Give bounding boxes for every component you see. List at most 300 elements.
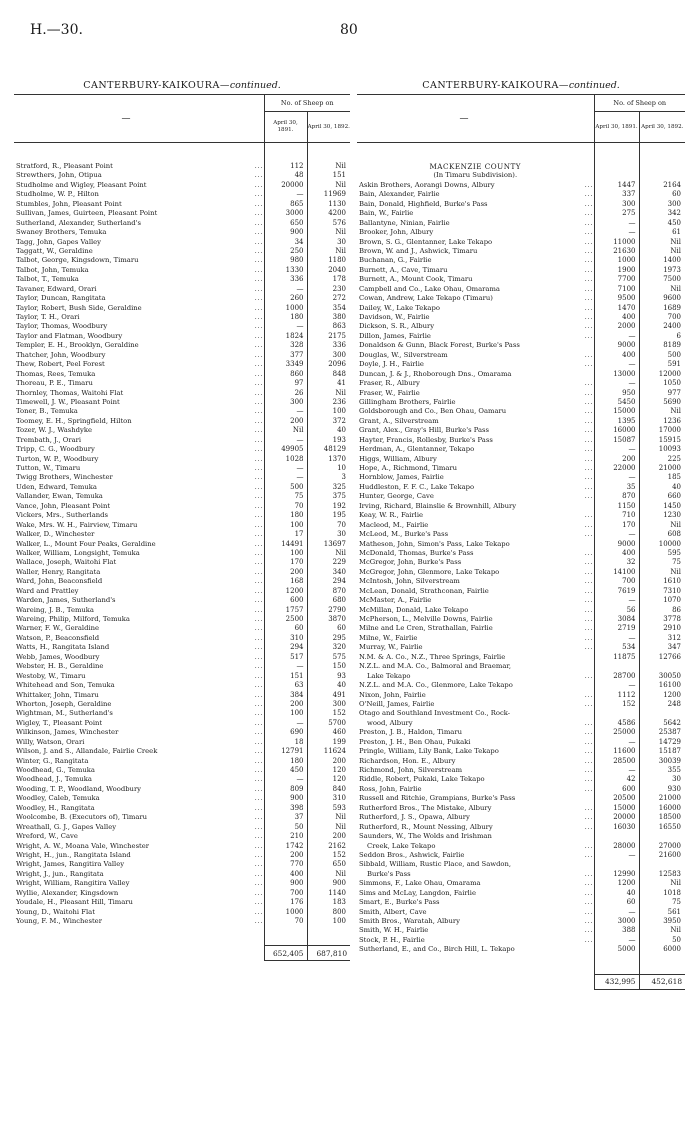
owner-name: Thoreau, P. E., Timaru (16, 379, 93, 388)
sheep-1892: 6 (639, 332, 685, 341)
leader-dots: ... (584, 927, 594, 935)
sheep-1891: 12990 (594, 870, 639, 879)
table-row (14, 615, 350, 624)
sheep-1891: 450 (264, 766, 307, 775)
sheep-1892: 593 (307, 804, 350, 813)
leader-dots: ... (254, 380, 264, 388)
owner-name: Wright, William, Rangitira Valley (16, 879, 130, 888)
sheep-1891: 60 (264, 624, 307, 633)
leader-dots: ... (584, 295, 594, 303)
page-reference: H.—30. (30, 22, 83, 38)
sheep-1891: 3349 (264, 360, 307, 369)
leader-dots: ... (254, 663, 264, 671)
table-row (14, 341, 350, 350)
sheep-1892: Nil (639, 879, 685, 888)
right-column-title: CANTERBURY-KAIKOURA—continued. (422, 80, 620, 91)
sheep-1891: 25000 (594, 728, 639, 737)
table-row (14, 785, 350, 794)
sheep-1891: 250 (264, 247, 307, 256)
left-title-continued: continued. (229, 80, 281, 91)
sheep-1892: Nil (639, 285, 685, 294)
left-total-1892: 687,810 (307, 946, 350, 961)
owner-name: Davidson, W., Fairlie (359, 313, 430, 321)
leader-dots: ... (584, 851, 594, 859)
sheep-1892: 460 (307, 728, 350, 737)
sheep-1891: — (594, 360, 639, 369)
leader-dots: ... (584, 408, 594, 416)
sheep-1891: 980 (264, 256, 307, 265)
left-total-1891: 652,405 (264, 946, 307, 961)
leader-dots: ... (254, 285, 264, 293)
table-row (357, 464, 685, 473)
table-row (14, 624, 350, 633)
sheep-1891: 20000 (264, 181, 307, 190)
table-row (14, 870, 350, 879)
leader-dots: ... (584, 436, 594, 444)
table-row (14, 606, 350, 615)
table-row (357, 719, 685, 728)
table-row (357, 823, 685, 832)
sheep-1892: 16100 (639, 681, 685, 690)
owner-name: Woodhead, G., Temuka (16, 766, 95, 774)
sheep-1891: 28500 (594, 757, 639, 766)
owner-name: Hayter, Francis, Rollesby, Burke's Pass (359, 435, 493, 444)
sheep-1891: — (594, 445, 639, 454)
sheep-1892: 10000 (639, 540, 685, 549)
sheep-1891: 398 (264, 804, 307, 813)
leader-dots: ... (254, 559, 264, 567)
sheep-1891: 3084 (594, 615, 639, 624)
leader-dots: ... (254, 889, 264, 897)
owner-name: Goldsborough and Co., Ben Ohau, Oamaru (359, 407, 507, 416)
table-row (14, 219, 350, 228)
sheep-1892: 1400 (639, 256, 685, 265)
sheep-1892: Nil (307, 162, 350, 171)
owner-name: Taylor, T. H., Orari (16, 313, 80, 321)
table-row (357, 577, 685, 586)
leader-dots: ... (254, 474, 264, 482)
sheep-1891: 337 (594, 190, 639, 199)
leader-dots: ... (254, 757, 264, 765)
owner-name: Trembath, J., Orari (16, 435, 82, 444)
sheep-1892: 800 (307, 908, 350, 917)
leader-dots: ... (584, 257, 594, 265)
table-row (14, 389, 350, 398)
owner-name: Tagg, John, Gapes Valley (16, 237, 102, 246)
sheep-1892: 60 (307, 624, 350, 633)
sheep-1891: 42 (594, 775, 639, 784)
leader-dots: ... (584, 493, 594, 501)
sheep-1891: — (264, 407, 307, 416)
sheep-1891: 200 (594, 455, 639, 464)
table-row (357, 653, 685, 662)
table-row (14, 643, 350, 652)
sheep-1892: 2040 (307, 266, 350, 275)
sheep-1891: 3000 (264, 209, 307, 218)
sheep-1892: 18500 (639, 813, 685, 822)
sheep-1892: Nil (307, 870, 350, 879)
sheep-1891: 1395 (594, 417, 639, 426)
table-row (14, 719, 350, 728)
right-total-1892: 452,618 (639, 974, 685, 989)
sheep-1892: 2164 (639, 181, 685, 190)
table-row (357, 889, 685, 898)
sheep-1891: 400 (594, 549, 639, 558)
leader-dots: ... (254, 634, 264, 642)
owner-name: McMaster, A., Fairlie (359, 596, 432, 605)
sheep-1891: Nil (264, 426, 307, 435)
owner-name: McMillan, Donald, Lake Tekapo (359, 605, 469, 614)
sheep-1891 (594, 860, 639, 869)
owner-name: Uden, Edward, Temuka (16, 482, 97, 491)
owner-name: Bain, W., Fairlie (359, 209, 414, 218)
sheep-1891: 870 (594, 492, 639, 501)
sheep-1892: 325 (307, 483, 350, 492)
sheep-1891: 650 (264, 219, 307, 228)
sheep-1892: 575 (307, 653, 350, 662)
sheep-1892: Nil (639, 407, 685, 416)
sheep-1892: Nil (639, 568, 685, 577)
sheep-1891: 1000 (264, 304, 307, 313)
sheep-1891: 860 (264, 370, 307, 379)
leader-dots: ... (254, 427, 264, 435)
table-row (357, 492, 685, 501)
leader-dots: ... (254, 531, 264, 539)
leader-dots: ... (254, 540, 264, 548)
owner-name: Woodhead, J., Temuka (16, 775, 92, 784)
owner-name: McPherson, L., Melville Downs, Fairlie (359, 615, 493, 623)
sheep-1892: 11969 (307, 190, 350, 199)
sheep-1892: 2175 (307, 332, 350, 341)
table-row (14, 200, 350, 209)
owner-name: Burnett, A., Cave, Timaru (359, 265, 448, 274)
right-header-name-dash: — (357, 95, 571, 143)
table-row (14, 313, 350, 322)
sheep-1892: 230 (307, 285, 350, 294)
leader-dots: ... (254, 785, 264, 793)
table-row (357, 181, 685, 190)
owner-name: Buchanan, G., Fairlie (359, 256, 432, 265)
sheep-1891: 200 (264, 851, 307, 860)
owner-name: Irving, Richard, Blainslie & Brownhill, Albury (359, 501, 517, 510)
leader-dots: ... (584, 238, 594, 246)
table-row (14, 653, 350, 662)
sheep-1891: 15000 (594, 804, 639, 813)
leader-dots: ... (584, 936, 594, 944)
sheep-1892: 700 (639, 313, 685, 322)
owner-name: Turton, W. P., Woodbury (16, 454, 99, 463)
table-row (357, 209, 685, 218)
table-row (357, 738, 685, 747)
leader-dots: ... (584, 521, 594, 529)
leader-dots: ... (584, 210, 594, 218)
table-row (14, 398, 350, 407)
table-row (357, 351, 685, 360)
sheep-1892: 1070 (639, 596, 685, 605)
sheep-1892: 13697 (307, 540, 350, 549)
owner-name: Cowan, Andrew, Lake Tekapo (Timaru) (359, 294, 493, 303)
table-row (357, 775, 685, 784)
sheep-1891: 1150 (594, 502, 639, 511)
table-row (357, 200, 685, 209)
owner-name: N.Z.L. and M.A. Co., Balmoral and Braemar, (359, 662, 512, 671)
leader-dots: ... (584, 918, 594, 925)
owner-name: Riddle, Robert, Pukaki, Lake Tekapo (359, 775, 485, 784)
section-subtitle: (In Timaru Subdivision). (433, 171, 518, 180)
owner-name: Wright, James, Rangitira Valley (16, 860, 125, 869)
leader-dots: ... (584, 719, 594, 727)
sheep-1892: 1140 (307, 889, 350, 898)
owner-name: Otago and Southland Investment Co., Rock- (359, 709, 511, 718)
table-row (14, 832, 350, 841)
sheep-1892: 977 (639, 389, 685, 398)
sheep-1892: 151 (307, 171, 350, 180)
leader-dots: ... (254, 361, 264, 369)
table-row (357, 511, 685, 520)
owner-name: Lake Tekapo (367, 671, 411, 680)
sheep-1892: 75 (639, 898, 685, 907)
table-row (14, 162, 350, 171)
sheep-1892 (639, 662, 685, 671)
sheep-1891: 100 (264, 709, 307, 718)
leader-dots: ... (584, 889, 594, 897)
table-row (357, 389, 685, 398)
table-row (14, 332, 350, 341)
sheep-1892: Nil (307, 549, 350, 558)
table-row (357, 624, 685, 633)
sheep-1891: 50 (264, 823, 307, 832)
sheep-1891: 5450 (594, 398, 639, 407)
sheep-1892: 61 (639, 228, 685, 237)
table-row (14, 285, 350, 294)
table-row (357, 379, 685, 388)
leader-dots: ... (584, 597, 594, 605)
sheep-1891: — (594, 766, 639, 775)
leader-dots: ... (254, 483, 264, 491)
leader-dots: ... (254, 710, 264, 718)
leader-dots: ... (254, 795, 264, 803)
leader-dots: ... (584, 417, 594, 425)
owner-name: Macleod, M., Fairlie (359, 520, 429, 529)
sheep-1891: 210 (264, 832, 307, 841)
table-row (14, 171, 350, 180)
sheep-1891: 1900 (594, 266, 639, 275)
leader-dots: ... (584, 606, 594, 614)
table-row (357, 596, 685, 605)
table-row (14, 473, 350, 482)
table-row (357, 473, 685, 482)
owner-name: Wightman, M., Sutherland's (16, 709, 113, 718)
table-row (357, 691, 685, 700)
owner-name: Smith, Albert, Cave (359, 907, 427, 916)
leader-dots: ... (254, 257, 264, 265)
table-row (357, 700, 685, 709)
sheep-1892: 2790 (307, 606, 350, 615)
table-row (357, 275, 685, 284)
owner-name: Richardson, Hon. E., Albury (359, 756, 456, 765)
owner-name: Fraser, R., Albury (359, 379, 420, 388)
owner-name: Wreathall, G. J., Gapes Valley (16, 822, 117, 831)
sheep-1892: 848 (307, 370, 350, 379)
leader-dots: ... (254, 351, 264, 359)
sheep-1891: 336 (264, 275, 307, 284)
owner-name: Vance, John, Pleasant Point (16, 501, 111, 510)
sheep-1891: 377 (264, 351, 307, 360)
sheep-1891: 15087 (594, 436, 639, 445)
sheep-1891: 56 (594, 606, 639, 615)
sheep-1892: 5690 (639, 398, 685, 407)
leader-dots: ... (584, 899, 594, 907)
owner-name: Hunter, George, Cave (359, 492, 434, 501)
sheep-1891: 200 (264, 700, 307, 709)
owner-name: Wyllie, Alexander, Kingsdown (16, 888, 119, 897)
sheep-1892 (639, 709, 685, 718)
leader-dots: ... (254, 719, 264, 727)
sheep-1891: — (594, 738, 639, 747)
owner-name: Milne and Le Cren, Strathallan, Fairlie (359, 624, 493, 633)
owner-name: Brown, S. G., Glentanner, Lake Tekapo (359, 237, 493, 246)
leader-dots: ... (254, 314, 264, 321)
sheep-1892: 21600 (639, 851, 685, 860)
table-row (357, 804, 685, 813)
owner-name: Stumbles, John, Pleasant Point (16, 199, 122, 208)
sheep-1891: 14100 (594, 568, 639, 577)
sheep-1891: 14491 (264, 540, 307, 549)
sheep-1892: 336 (307, 341, 350, 350)
sheep-1892: 21000 (639, 794, 685, 803)
sheep-1892: 2162 (307, 842, 350, 851)
sheep-1891: 48 (264, 171, 307, 180)
table-row (357, 634, 685, 643)
owner-name: Ward, John, Beaconsfield (16, 577, 103, 586)
leader-dots: ... (254, 880, 264, 888)
table-row (14, 587, 350, 596)
sheep-1892: 16000 (639, 804, 685, 813)
sheep-1891: 275 (594, 209, 639, 218)
right-sheep-table (357, 94, 685, 990)
leader-dots: ... (254, 417, 264, 425)
leader-dots: ... (254, 682, 264, 690)
table-row (357, 417, 685, 426)
table-row (14, 464, 350, 473)
sheep-1891: — (594, 379, 639, 388)
table-row (14, 757, 350, 766)
owner-name: Walker, L., Mount Four Peaks, Geraldine (16, 539, 156, 548)
leader-dots: ... (254, 616, 264, 623)
sheep-1892: 185 (639, 473, 685, 482)
leader-dots: ... (584, 908, 594, 916)
sheep-1891: 500 (264, 483, 307, 492)
sheep-1891: 1330 (264, 266, 307, 275)
leader-dots: ... (584, 568, 594, 576)
sheep-1891: 16030 (594, 823, 639, 832)
sheep-1892: 1610 (639, 577, 685, 586)
owner-name: Wallace, Joseph, Waitohi Flat (16, 558, 117, 567)
owner-name: Wilkinson, James, Winchester (16, 728, 119, 737)
table-row (14, 360, 350, 369)
owner-name: Saunders, W., The Wolds and Irishman (359, 832, 492, 841)
owner-name: Waller, Henry, Rangitata (16, 567, 101, 576)
owner-name: Templer, E. H., Brooklyn, Geraldine (16, 341, 139, 350)
sheep-1891: 260 (264, 294, 307, 303)
owner-name: Brown, W. and J., Ashwick, Timaru (359, 246, 478, 255)
owner-name: N.Z.L. and M.A. Co., Glenmore, Lake Tekapo (359, 681, 513, 690)
sheep-1891: 28700 (594, 672, 639, 681)
sheep-1892: Nil (307, 181, 350, 190)
sheep-1892: 48129 (307, 445, 350, 454)
sheep-1892: 75 (639, 558, 685, 567)
leader-dots: ... (254, 814, 264, 822)
sheep-1891: 1470 (594, 304, 639, 313)
sheep-1891: — (264, 464, 307, 473)
sheep-1892: 2910 (639, 624, 685, 633)
leader-dots: ... (584, 549, 594, 557)
owner-name: Webb, James, Woodbury (16, 652, 100, 661)
sheep-1892: 680 (307, 596, 350, 605)
leader-dots: ... (584, 587, 594, 595)
sheep-1892: 1370 (307, 455, 350, 464)
leader-dots (571, 370, 594, 379)
sheep-1892: 3778 (639, 615, 685, 624)
table-row (357, 870, 685, 879)
right-header-1891: April 30, 1891. (594, 112, 639, 143)
leader-dots: ... (254, 332, 264, 340)
sheep-1892: 561 (639, 908, 685, 917)
table-row (14, 794, 350, 803)
sheep-1891: 809 (264, 785, 307, 794)
owner-name: Smith, W. H., Fairlie (359, 926, 429, 935)
leader-dots: ... (254, 493, 264, 501)
owner-name: Wright, H., jun., Rangitata Island (16, 850, 131, 859)
table-row (14, 813, 350, 822)
owner-name: Smart, E., Burke's Pass (359, 898, 440, 907)
leader-dots: ... (254, 804, 264, 812)
owner-name: Creek, Lake Tekapo (367, 841, 436, 850)
sheep-1892: 27000 (639, 842, 685, 851)
sheep-1892: Nil (307, 813, 350, 822)
owner-name: Herdman, A., Glentanner, Tekapo (359, 445, 475, 454)
sheep-1892: 12766 (639, 653, 685, 662)
sheep-1891: 517 (264, 653, 307, 662)
leader-dots: ... (254, 578, 264, 586)
sheep-1891: 200 (264, 568, 307, 577)
table-row (14, 662, 350, 671)
table-row (14, 851, 350, 860)
sheep-1891: — (264, 190, 307, 199)
owner-name: Milne, W., Fairlie (359, 633, 418, 642)
leader-dots: ... (584, 380, 594, 388)
sheep-1891: 400 (594, 313, 639, 322)
leader-dots: ... (254, 238, 264, 246)
table-row (14, 436, 350, 445)
sheep-1892: 3870 (307, 615, 350, 624)
owner-name: wood, Albury (367, 718, 413, 727)
sheep-1891: 26 (264, 389, 307, 398)
table-row (14, 181, 350, 190)
sheep-1892: 100 (307, 407, 350, 416)
table-row (357, 936, 685, 945)
right-header-1892: April 30, 1892. (639, 112, 685, 143)
owner-name: Rutherford Bros., The Mistake, Albury (359, 803, 492, 812)
table-row (14, 917, 350, 926)
leader-dots: ... (584, 757, 594, 765)
owner-name: Youdale, H., Pleasant Hill, Timaru (16, 898, 133, 907)
sheep-1892: 70 (307, 521, 350, 530)
sheep-1891: 37 (264, 813, 307, 822)
owner-name: Watts, H., Rangitata Island (16, 643, 110, 652)
sheep-1891: 770 (264, 860, 307, 869)
owner-name: Sutherland, Alexander, Sutherland's (16, 218, 141, 227)
